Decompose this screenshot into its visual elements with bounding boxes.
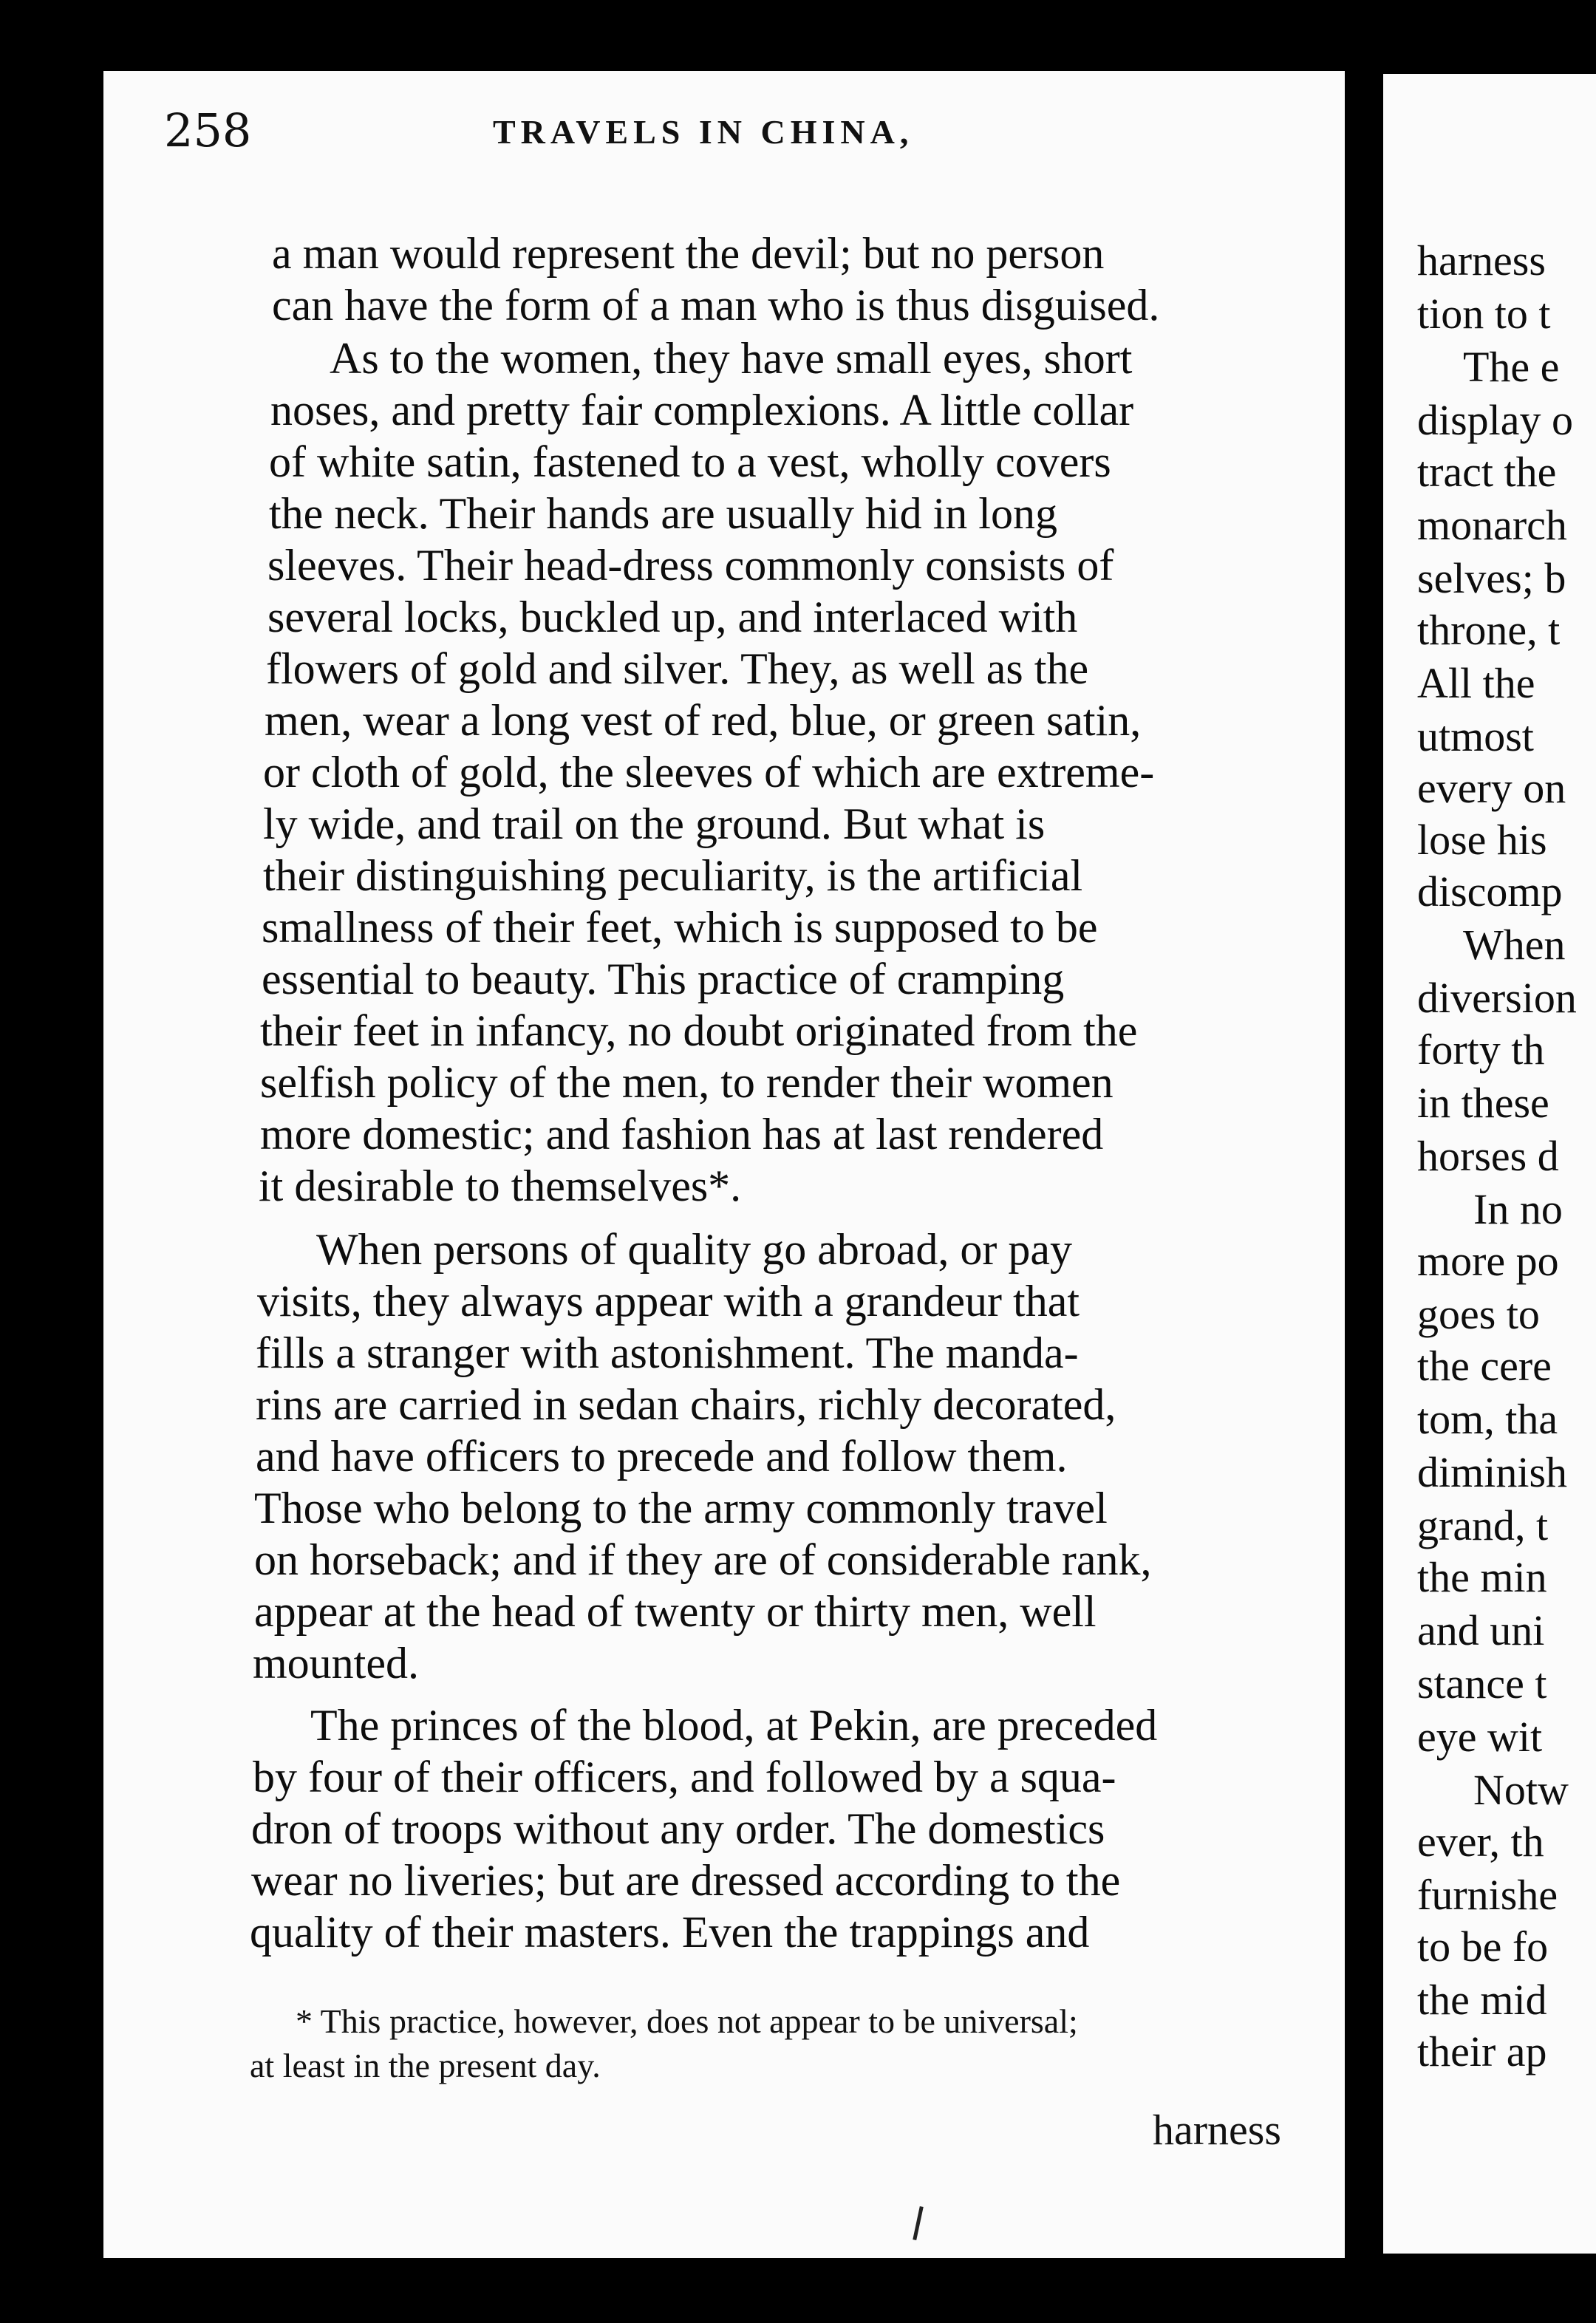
text-line: furnishe <box>1417 1871 1558 1919</box>
footnote-line: at least in the present day. <box>250 2047 601 2084</box>
text-line: the neck. Their hands are usually hid in long <box>269 489 1057 538</box>
text-line: tract the <box>1417 448 1557 496</box>
text-line: In no <box>1473 1185 1563 1233</box>
text-line: smallness of their feet, which is supposed to be <box>262 903 1098 952</box>
text-line: goes to <box>1417 1290 1540 1338</box>
text-line: Notw <box>1473 1766 1569 1814</box>
text-line: monarch <box>1417 501 1567 549</box>
text-line: display o <box>1417 396 1574 444</box>
text-line: harness <box>1417 236 1546 284</box>
text-line: it desirable to themselves*. <box>259 1162 742 1210</box>
text-line: lose his <box>1417 816 1547 864</box>
text-line: more domestic; and fashion has at last rendered <box>260 1110 1104 1159</box>
text-line: and uni <box>1417 1606 1545 1654</box>
text-line: dron of troops without any order. The domestics <box>251 1804 1105 1853</box>
text-line: to be fo <box>1417 1923 1549 1971</box>
text-line: quality of their masters. Even the trappings and <box>250 1908 1090 1957</box>
text-line: fills a stranger with astonishment. The manda- <box>256 1328 1079 1377</box>
text-line: eye wit <box>1417 1713 1543 1761</box>
page-number: 258 <box>164 103 252 157</box>
text-line: mounted. <box>253 1639 419 1688</box>
running-head: TRAVELS IN CHINA, <box>493 113 914 151</box>
text-line: and have officers to precede and follow them. <box>256 1432 1068 1481</box>
text-line: the min <box>1417 1553 1547 1601</box>
text-line: rins are carried in sedan chairs, richly decorated, <box>256 1380 1116 1429</box>
footnote-line: * This practice, however, does not appear to be universal; <box>296 2002 1078 2040</box>
text-line: more po <box>1417 1237 1559 1285</box>
text-line: a man would represent the devil; but no person <box>272 229 1105 278</box>
text-line: their ap <box>1417 2027 1547 2075</box>
text-line: the mid <box>1417 1976 1547 2024</box>
text-line: discomp <box>1417 867 1563 915</box>
text-line: noses, and pretty fair complexions. A little collar <box>270 386 1134 434</box>
text-line: stance t <box>1417 1659 1547 1708</box>
text-line: men, wear a long vest of red, blue, or green satin, <box>265 696 1142 745</box>
catchword: harness <box>1153 2106 1281 2154</box>
text-line: flowers of gold and silver. They, as well as the <box>266 644 1089 693</box>
text-line: visits, they always appear with a grandeur that <box>257 1277 1080 1326</box>
text-line: When <box>1463 921 1566 969</box>
text-line: The e <box>1463 343 1560 391</box>
text-line: grand, t <box>1417 1501 1549 1549</box>
text-line: The princes of the blood, at Pekin, are preceded <box>310 1701 1158 1750</box>
page-header <box>164 98 1317 164</box>
text-line: or cloth of gold, the sleeves of which are extreme- <box>263 748 1155 796</box>
text-line: sleeves. Their head-dress commonly consists of <box>267 541 1114 590</box>
text-line: on horseback; and if they are of considerable rank, <box>254 1535 1152 1584</box>
text-line: ever, th <box>1417 1818 1544 1866</box>
text-line: wear no liveries; but are dressed according to the <box>251 1856 1121 1905</box>
text-line: tom, tha <box>1417 1395 1558 1443</box>
text-line: forty th <box>1417 1026 1545 1074</box>
text-line: their feet in infancy, no doubt originated from the <box>260 1006 1138 1055</box>
text-line: throne, t <box>1417 606 1561 654</box>
text-line: appear at the head of twenty or thirty men, well <box>254 1587 1097 1636</box>
text-line: As to the women, they have small eyes, short <box>330 334 1133 383</box>
text-line: in these <box>1417 1079 1549 1127</box>
text-line: utmost <box>1417 712 1534 760</box>
text-line: of white satin, fastened to a vest, wholly covers <box>269 437 1111 486</box>
text-line: selves; b <box>1417 554 1566 602</box>
text-line: several locks, buckled up, and interlaced with <box>267 593 1078 641</box>
text-line: can have the form of a man who is thus disguised. <box>272 281 1160 330</box>
text-line: Those who belong to the army commonly travel <box>254 1484 1108 1532</box>
text-line: diminish <box>1417 1448 1568 1496</box>
text-line: the cere <box>1417 1342 1552 1390</box>
text-line: essential to beauty. This practice of cramping <box>262 955 1065 1003</box>
text-line: horses d <box>1417 1132 1559 1180</box>
text-line: When persons of quality go abroad, or pay <box>316 1225 1073 1274</box>
text-line: diversion <box>1417 974 1577 1022</box>
text-line: by four of their officers, and followed by a squa- <box>253 1753 1116 1801</box>
text-line: All the <box>1417 659 1535 707</box>
text-line: ly wide, and trail on the ground. But what is <box>263 799 1046 848</box>
text-line: tion to t <box>1417 290 1551 338</box>
text-line: selfish policy of the men, to render their women <box>260 1058 1114 1107</box>
right-page-text <box>1383 74 1596 2254</box>
text-line: their distinguishing peculiarity, is the artificial <box>263 851 1083 900</box>
text-line: every on <box>1417 764 1566 812</box>
